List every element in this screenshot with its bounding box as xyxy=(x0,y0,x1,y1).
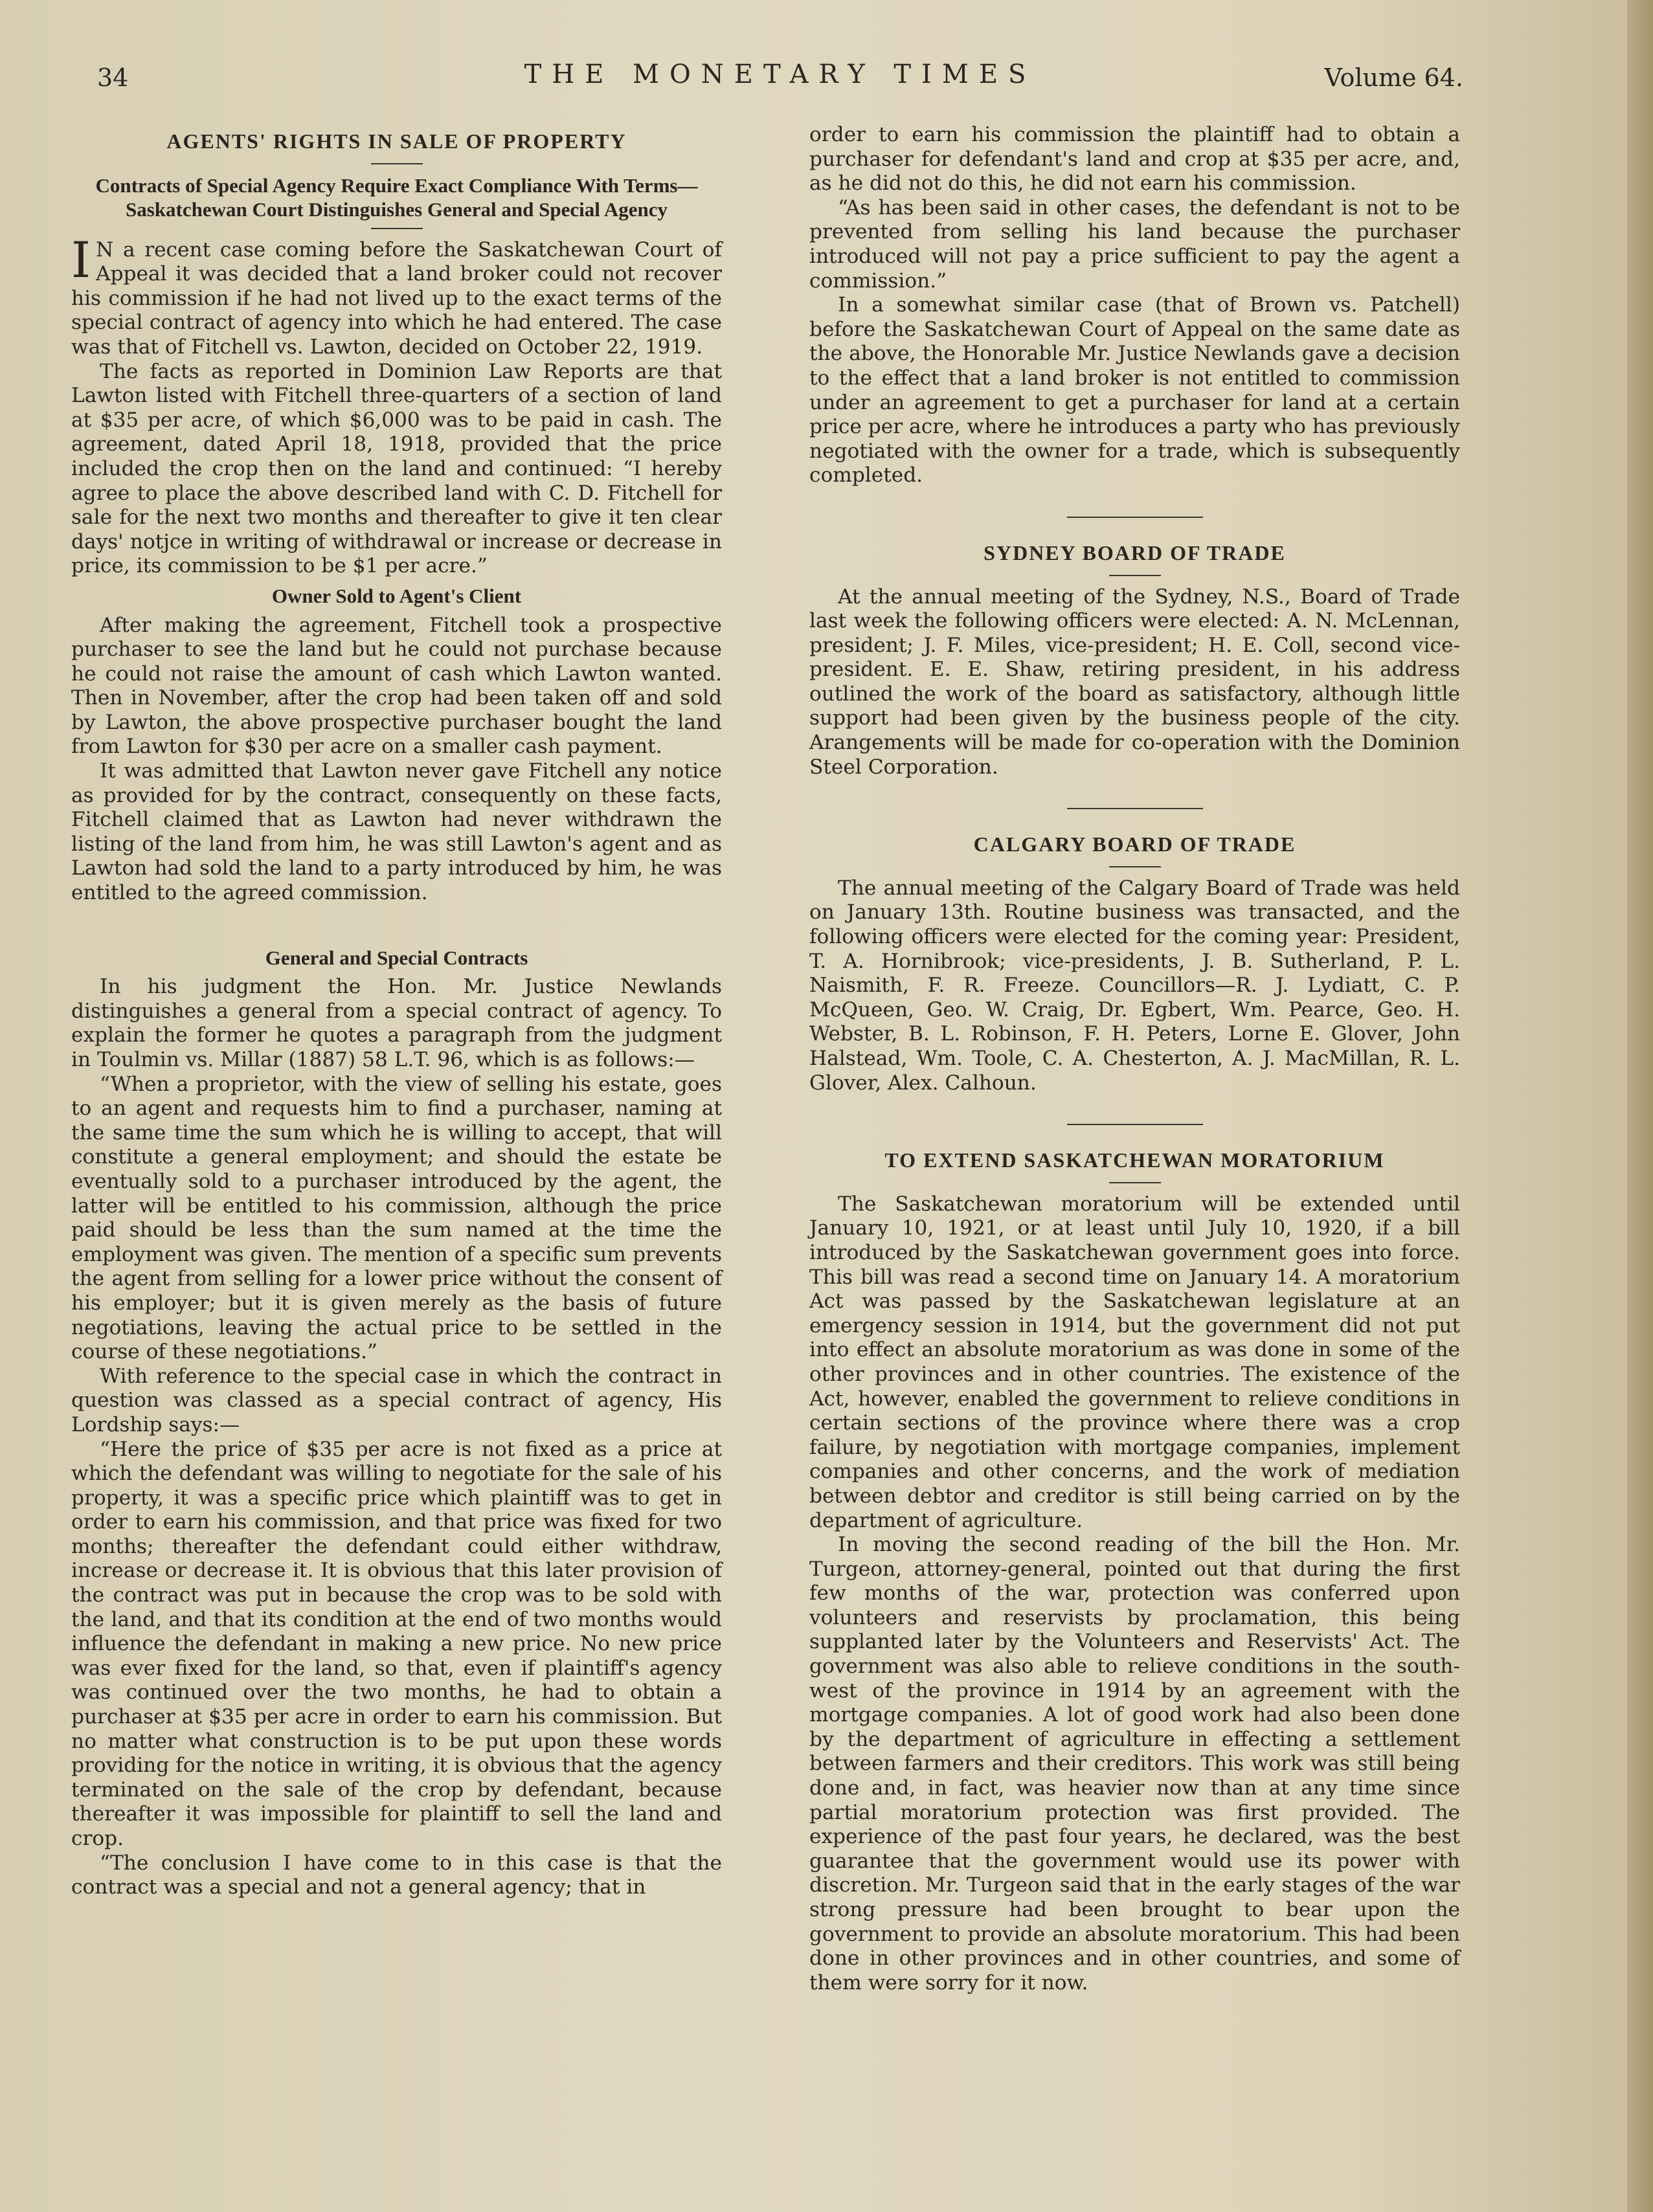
paragraph: After making the agreement, Fitchell took a prospective purchaser to see the land but he could not purchase because he could not raise the amount of cash which Lawton wanted. Then in November, after the crop had been taken off and sold by Lawton, the above prospective purchaser bought the land from Lawton for $30 per acre on a smaller cash payment. xyxy=(71,613,722,759)
paragraph: The annual meeting of the Calgary Board of Trade was held on January 13th. Routine business was transacted, and the following officers were elected for the coming year: President, T. A. Hornibrook; vice-presidents, J. B. Sutherland, P. L. Naismith, F. R. Freeze. Councillors—R. J. Lydiatt, C. P. McQueen, Geo. W. Craig, Dr. Egbert, Wm. Pearce, Geo. H. Webster, B. L. Robinson, F. H. Peters, Lorne E. Glover, John Halstead, Wm. Toole, C. A. Chesterton, A. J. MacMillan, R. L. Glover, Alex. Calhoun. xyxy=(809,876,1460,1095)
section-heading-general-special: General and Special Contracts xyxy=(265,946,528,969)
paragraph: “Here the price of $35 per acre is not fixed as a price at which the defendant was willing to negotiate for the sale of his property, it was a specific price which plaintiff was to get in order to earn his commission, and that price was fixed for two months; thereafter the defendant could either withdraw, increase or decrease it. It is obvious that this later provision of the contract was put in because the crop was to be sold with the land, and that its condition at the end of two months would influence the defendant in making a new price. No new price was ever fixed for the land, so that, even if plaintiff's agency was continued over the two months, he had to obtain a purchaser at $35 per acre in order to earn his commission. But no matter what construction is to be put upon these words providing for the notice in writing, it is obvious that the agency terminated on the sale of the crop by defendant, because thereafter it was impossible for plaintiff to sell the land and crop. xyxy=(71,1437,722,1850)
divider xyxy=(1109,866,1161,867)
paragraph: order to earn his commission the plaintiff had to obtain a purchaser for defendant's land and crop at $35 per acre, and, as he did not do this, he did not earn his commission. xyxy=(809,123,1460,196)
left-column xyxy=(71,123,722,1900)
volume-label: Volume 64. xyxy=(1324,63,1463,92)
article-subtitle-agents-rights: Contracts of Special Agency Require Exact Compliance With Terms—Saskatchewan Court Distinguishes General and Special Agency xyxy=(95,173,698,221)
paragraph: “As has been said in other cases, the defendant is not to be prevented from selling his land because the purchaser introduced will not pay a price sufficient to pay the agent a commission.” xyxy=(809,196,1460,293)
divider xyxy=(371,163,423,164)
divider xyxy=(371,228,423,229)
paragraph: The Saskatchewan moratorium will be extended until January 10, 1921, or at least until July 10, 1920, if a bill introduced by the Saskatchewan government goes into force. This bill was read a second time on January 14. A moratorium Act was passed by the Saskatchewan legislature at an emergency session in 1914, but the government did not put into effect an absolute moratorium as was done in some of the other provinces and in other countries. The existence of the Act, however, enabled the government to relieve conditions in certain sections of the province where there was a crop failure, by negotiation with mortgage companies, implement companies and other concerns, and the work of mediation between debtor and creditor is still being carried on by the department of agriculture. xyxy=(809,1192,1460,1532)
page-header xyxy=(97,60,1463,98)
paragraph: At the annual meeting of the Sydney, N.S., Board of Trade last week the following officers were elected: A. N. McLennan, president; J. F. Miles, vice-president; H. E. Coll, second vice-president. E. E. Shaw, retiring president, in his address outlined the work of the board as satisfactory, although little support had been given by the business people of the city. Arangements will be made for co-operation with the Dominion Steel Corporation. xyxy=(809,585,1460,779)
publication-title: THE MONETARY TIMES xyxy=(524,60,1037,89)
right-column xyxy=(809,123,1460,1995)
paragraph: “When a proprietor, with the view of selling his estate, goes to an agent and requests him to find a purchaser, naming at the same time the sum which he is willing to accept, that will constitute a general employment; and should the estate be eventually sold to a purchaser introduced by the agent, the latter will be entitled to his commission, although the price paid should be less than the sum named at the time the employment was given. The mention of a specific sum prevents the agent from selling for a lower price without the consent of his employer; but it is given merely as the basis of future negotiations, leaving the actual price to be settled in the course of these negotiations.” xyxy=(71,1072,722,1364)
article-title-moratorium: TO EXTEND SASKATCHEWAN MORATORIUM xyxy=(884,1148,1385,1172)
paragraph: In a somewhat similar case (that of Brown vs. Patchell) before the Saskatchewan Court of Appeal on the same date as the above, the Honorable Mr. Justice Newlands gave a decision to the effect that a land broker is not entitled to commission under an agreement to get a purchaser for land at a certain price per acre, where he introduces a party who has previously negotiated with the owner for a trade, which is subsequently completed. xyxy=(809,293,1460,487)
paragraph: I N a recent case coming before the Saskatchewan Court of Appeal it was decided that a land broker could not recover his commission if he had not lived up to the exact terms of the special contract of agency into which he had entered. The case was that of Fitchell vs. Lawton, decided on October 22, 1919. xyxy=(71,230,722,359)
section-heading-owner-sold: Owner Sold to Agent's Client xyxy=(271,584,522,607)
section-divider xyxy=(1067,517,1203,518)
paragraph: In his judgment the Hon. Mr. Justice Newlands distinguishes a general from a special contract of agency. To explain the former he quotes a paragraph from the judgment in Toulmin vs. Millar (1887) 58 L.T. 96, which is as follows:— xyxy=(71,975,722,1071)
divider xyxy=(1109,575,1161,576)
article-title-calgary: CALGARY BOARD OF TRADE xyxy=(973,832,1296,856)
article-title-agents-rights: AGENTS' RIGHTS IN SALE OF PROPERTY xyxy=(166,129,627,153)
article-title-sydney: SYDNEY BOARD OF TRADE xyxy=(984,541,1286,564)
drop-cap: I xyxy=(71,230,91,289)
paragraph: It was admitted that Lawton never gave Fitchell any notice as provided for by the contract, consequently on these facts, Fitchell claimed that as Lawton had never withdrawn the listing of the land from him, he was still Lawton's agent and as Lawton had sold the land to a party introduced by him, he was entitled to the agreed commission. xyxy=(71,759,722,905)
section-divider xyxy=(1067,808,1203,809)
paragraph: The facts as reported in Dominion Law Reports are that Lawton listed with Fitchell three-quarters of a section of land at $35 per acre, of which $6,000 was to be paid in cash. The agreement, dated April 18, 1918, provided that the price included the crop then on the land and continued: “I hereby agree to place the above described land with C. D. Fitchell for sale for the next two months and thereafter to give it ten clear days' notjce in writing of withdrawal or increase or decrease in price, its commission to be $1 per acre.” xyxy=(71,359,722,578)
divider xyxy=(1109,1182,1161,1183)
paragraph: In moving the second reading of the bill the Hon. Mr. Turgeon, attorney-general, pointed out that during the first few months of the war, protection was conferred upon volunteers and reservists by proclamation, this being supplanted later by the Volunteers and Reservists' Act. The government was also able to relieve conditions in the south-west of the province in 1914 by an agreement with the mortgage companies. A lot of good work had also been done by the department of agriculture in effecting a settlement between farmers and their creditors. This work was still being done and, in fact, was heavier now than at any time since partial moratorium protection was first provided. The experience of the past four years, he declared, was the best guarantee that the government would use its power with discretion. Mr. Turgeon said that in the early stages of the war strong pressure had been brought to bear upon the government to provide an absolute moratorium. This had been done in other provinces and in other countries, and some of them were sorry for it now. xyxy=(809,1533,1460,1994)
paragraph: With reference to the special case in which the contract in question was classed as a special contract of agency, His Lordship says:— xyxy=(71,1364,722,1436)
page-spine xyxy=(1627,0,1653,2212)
paragraph: “The conclusion I have come to in this case is that the contract was a special and not a general agency; that in xyxy=(71,1851,722,1899)
section-divider xyxy=(1067,1124,1203,1125)
page-number: 34 xyxy=(97,63,129,92)
